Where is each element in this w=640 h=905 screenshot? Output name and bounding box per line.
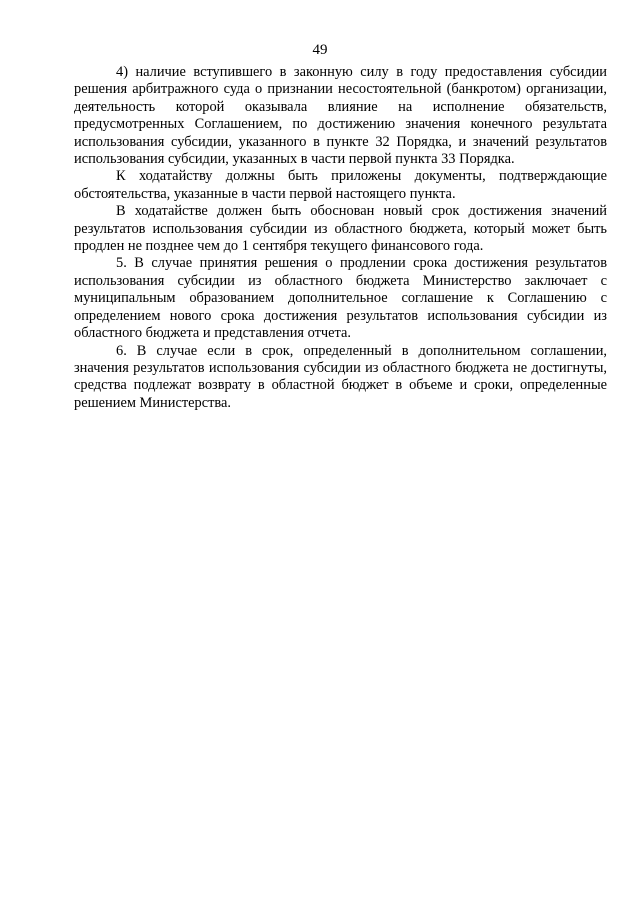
paragraph-item-4: 4) наличие вступившего в законную силу в году предоставления субсидии решения арбитражного суда о признании несостоятельной (банкротом) организации, деятельность которой оказывала влияние на исполнение обязательств, предусмотренных Соглашением, по достижению значения конечного результата использования субсидии, указанного в пункте 32 Порядка, и значений результатов использования субсидии, указанных в части первой пункта 33 Порядка.: [74, 64, 607, 168]
document-body: [74, 64, 607, 412]
paragraph-clause-5: 5. В случае принятия решения о продлении срока достижения результатов использования субсидии из областного бюджета Министерство заключает с муниципальным образованием дополнительное соглашение к Соглашению с определением нового срока достижения результатов использования субсидии из областного бюджета и представления отчета.: [74, 255, 607, 342]
paragraph-petition-deadline: В ходатайстве должен быть обоснован новый срок достижения значений результатов использования субсидии из областного бюджета, который может быть продлен не позднее чем до 1 сентября текущего финансового года.: [74, 203, 607, 255]
paragraph-clause-6: 6. В случае если в срок, определенный в дополнительном соглашении, значения результатов использования субсидии из областного бюджета не достигнуты, средства подлежат возврату в областной бюджет в объеме и сроки, определенные решением Министерства.: [74, 342, 607, 411]
page-number: 49: [312, 42, 328, 58]
paragraph-petition-documents: К ходатайству должны быть приложены документы, подтверждающие обстоятельства, указанные в части первой настоящего пункта.: [74, 168, 607, 202]
